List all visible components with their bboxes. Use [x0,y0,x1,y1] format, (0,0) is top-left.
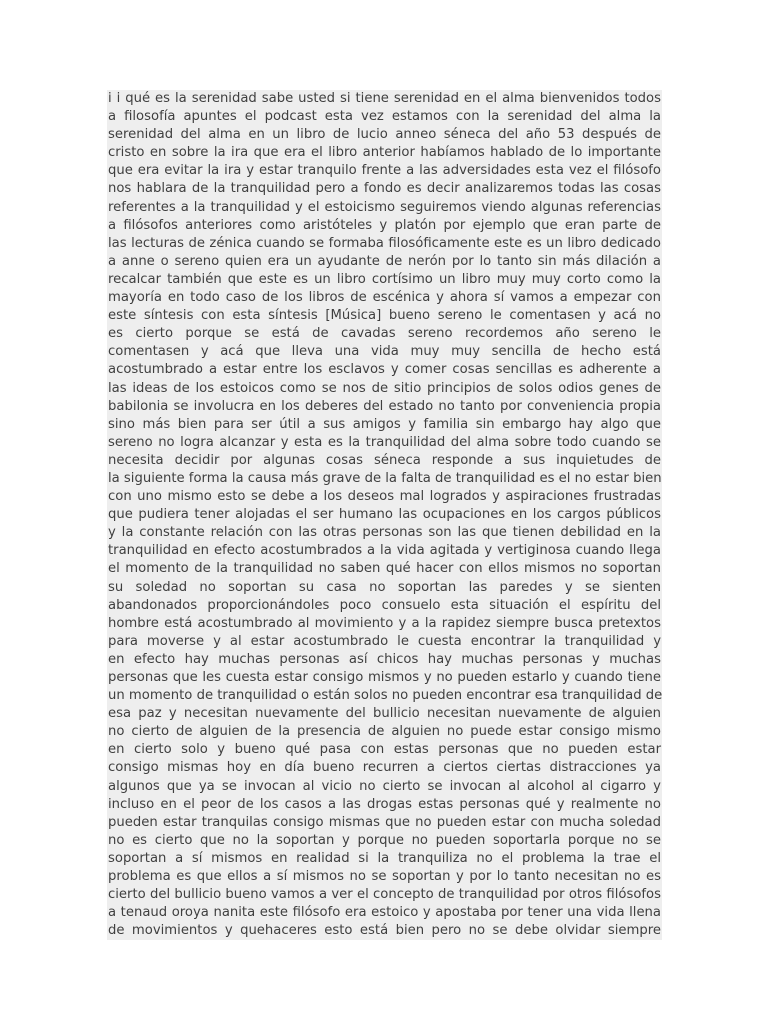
text-line: para moverse y al estar acostumbrado le cuesta encontrar la tranquilidad y [107,633,662,651]
text-line: el momento de la tranquilidad no saben qué hacer con ellos mismos no soportan [107,560,662,578]
text-line: las lecturas de zénica cuando se formaba filosóficamente este es un libro dedicado [107,235,662,253]
text-line: mayoría en todo caso de los libros de escénica y ahora sí vamos a empezar con [107,289,662,307]
transcript-text-block [107,90,662,940]
text-line: un momento de tranquilidad o están solos no pueden encontrar esa tranquilidad de [107,687,662,705]
text-line: cristo en sobre la ira que era el libro anterior habíamos hablado de lo importante [107,144,662,162]
text-line: en cierto solo y bueno qué pasa con estas personas que no pueden estar [107,741,662,759]
text-line: pueden estar tranquilas consigo mismas que no pueden estar con mucha soledad [107,814,662,832]
text-line: recalcar también que este es un libro cortísimo un libro muy muy corto como la [107,271,662,289]
text-line: no cierto de alguien de la presencia de alguien no puede estar consigo mismo [107,723,662,741]
text-line: consigo mismas hoy en día bueno recurren a ciertos ciertas distracciones ya [107,759,662,777]
text-line: y la constante relación con las otras personas son las que tienen debilidad en la [107,524,662,542]
text-line: algunos que ya se invocan al vicio no cierto se invocan al alcohol al cigarro y [107,778,662,796]
text-line: este síntesis con esta síntesis [Música] bueno sereno le comentasen y acá no [107,307,662,325]
text-line: cierto del bullicio bueno vamos a ver el concepto de tranquilidad por otros filósofos [107,886,662,904]
text-line: esa paz y necesitan nuevamente del bullicio necesitan nuevamente de alguien [107,705,662,723]
text-line: serenidad del alma en un libro de lucio anneo séneca del año 53 después de [107,126,662,144]
text-line: problema es que ellos a sí mismos no se soportan y por lo tanto necesitan no es [107,868,662,886]
text-line: no es cierto que no la soportan y porque no pueden soportarla porque no se [107,832,662,850]
text-line: comentasen y acá que lleva una vida muy muy sencilla de hecho está [107,343,662,361]
text-line: soportan a sí mismos en realidad si la tranquiliza no el problema la trae el [107,850,662,868]
text-line: con uno mismo esto se debe a los deseos mal logrados y aspiraciones frustradas [107,488,662,506]
text-line: la siguiente forma la causa más grave de la falta de tranquilidad es el no estar bien [107,470,662,488]
text-line: personas que les cuesta estar consigo mismos y no pueden estarlo y cuando tiene [107,669,662,687]
text-line: que pudiera tener alojadas el ser humano las ocupaciones en los cargos públicos [107,506,662,524]
text-line: es cierto porque se está de cavadas sereno recordemos año sereno le [107,325,662,343]
text-line: a filosofía apuntes el podcast esta vez estamos con la serenidad del alma la [107,108,662,126]
text-line: sino más bien para ser útil a sus amigos y familia sin embargo hay algo que [107,416,662,434]
text-line: i i qué es la serenidad sabe usted si tiene serenidad en el alma bienvenidos todos [107,90,662,108]
text-line: hombre está acostumbrado al movimiento y a la rapidez siempre busca pretextos [107,615,662,633]
text-line: a filósofos anteriores como aristóteles y platón por ejemplo que eran parte de [107,217,662,235]
text-line: incluso en el peor de los casos a las drogas estas personas qué y realmente no [107,796,662,814]
text-line: nos hablara de la tranquilidad pero a fondo es decir analizaremos todas las cosas [107,180,662,198]
text-line: las ideas de los estoicos como se nos de sitio principios de solos odios genes de [107,380,662,398]
text-line: abandonados proporcionándoles poco consuelo esta situación el espíritu del [107,597,662,615]
text-line: acostumbrado a estar entre los esclavos y comer cosas sencillas es adherente a [107,361,662,379]
text-line: a anne o sereno quien era un ayudante de nerón por lo tanto sin más dilación a [107,253,662,271]
text-line: referentes a la tranquilidad y el estoicismo seguiremos viendo algunas referencias [107,199,662,217]
text-line: tranquilidad en efecto acostumbrados a la vida agitada y vertiginosa cuando llega [107,542,662,560]
text-line: necesita decidir por algunas cosas séneca responde a sus inquietudes de [107,452,662,470]
text-line: a tenaud oroya nanita este filósofo era estoico y apostaba por tener una vida llena [107,904,662,922]
text-line: que era evitar la ira y estar tranquilo frente a las adversidades esta vez el filósofo [107,162,662,180]
text-line: de movimientos y quehaceres esto está bien pero no se debe olvidar siempre [107,922,662,940]
text-line: su soledad no soportan su casa no soportan las paredes y se sienten [107,579,662,597]
text-line: babilonia se involucra en los deberes del estado no tanto por conveniencia propia [107,398,662,416]
text-line: en efecto hay muchas personas así chicos hay muchas personas y muchas [107,651,662,669]
text-line: sereno no logra alcanzar y esta es la tranquilidad del alma sobre todo cuando se [107,434,662,452]
